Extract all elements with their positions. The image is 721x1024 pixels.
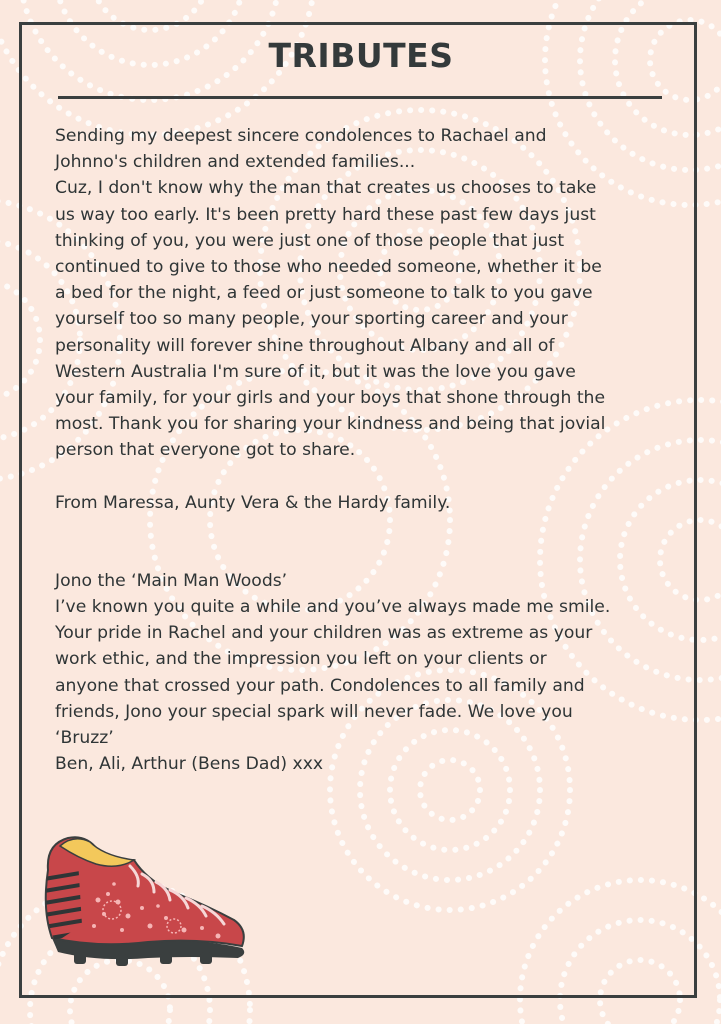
tribute-1 <box>55 123 675 516</box>
tribute-line: person that everyone got to share. <box>55 440 356 461</box>
tribute-line: your family, for your girls and your boys that shone through the <box>55 388 606 409</box>
tribute-line: Your pride in Rachel and your children was as extreme as your <box>55 623 593 644</box>
tribute-line: Western Australia I'm sure of it, but it was the love you gave <box>55 361 576 382</box>
tribute-line: ‘Bruzz’ <box>55 728 114 749</box>
tribute-line: yourself too so many people, your sporting career and your <box>55 309 568 330</box>
football-boot-icon <box>38 830 250 970</box>
tribute-line: continued to give to those who needed someone, whether it be <box>55 257 602 278</box>
tribute-line: personality will forever shine throughout Albany and all of <box>55 335 555 356</box>
tributes-body <box>55 123 675 777</box>
tribute-line: work ethic, and the impression you left on your clients or <box>55 649 547 670</box>
title-divider <box>58 96 662 99</box>
tribute-line: thinking of you, you were just one of those people that just <box>55 230 565 251</box>
tribute-line: a bed for the night, a feed or just someone to talk to you gave <box>55 283 593 304</box>
tribute-line: anyone that crossed your path. Condolences to all family and <box>55 675 585 696</box>
tribute-signature: From Maressa, Aunty Vera & the Hardy family. <box>55 492 451 513</box>
tribute-line: us way too early. It's been pretty hard these past few days just <box>55 204 596 225</box>
tribute-signature: Ben, Ali, Arthur (Bens Dad) xxx <box>55 754 324 775</box>
tribute-line: Cuz, I don't know why the man that creates us chooses to take <box>55 178 597 199</box>
page-title: TRIBUTES <box>268 36 454 75</box>
tribute-line: friends, Jono your special spark will never fade. We love you <box>55 701 573 722</box>
tribute-line: Sending my deepest sincere condolences to Rachael and <box>55 126 547 146</box>
tribute-line: Jono the ‘Main Man Woods’ <box>55 570 288 591</box>
tribute-2 <box>55 568 675 778</box>
tribute-line: most. Thank you for sharing your kindness and being that jovial <box>55 414 606 435</box>
tribute-line: Johnno's children and extended families... <box>55 152 416 173</box>
tribute-line: I’ve known you quite a while and you’ve always made me smile. <box>55 597 611 618</box>
